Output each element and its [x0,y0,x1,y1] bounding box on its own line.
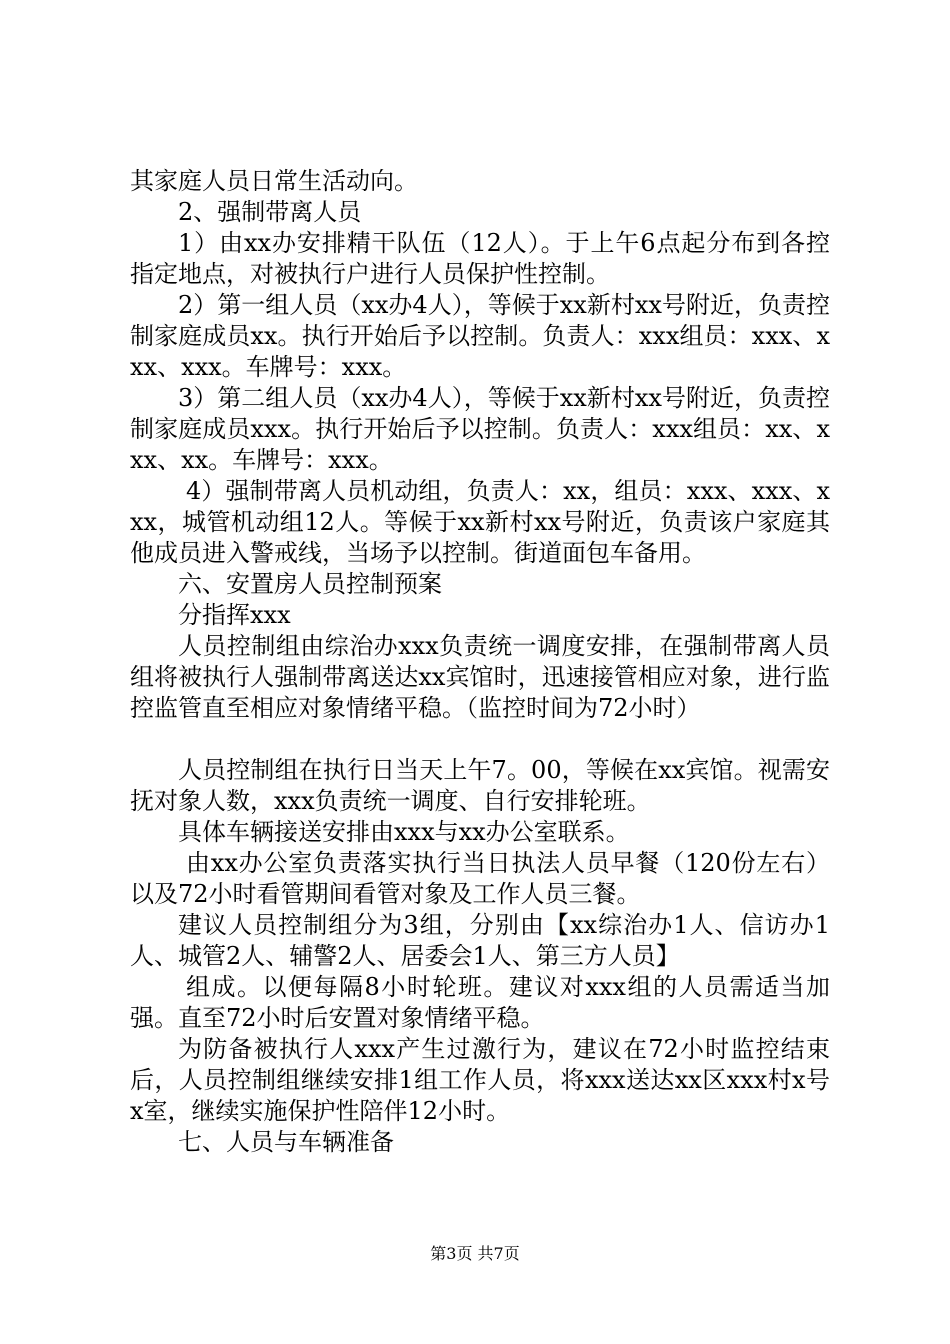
blank-line [130,724,830,755]
paragraph-item-3: 3）第二组人员（xx办4人），等候于xx新村xx号附近，负责控制家庭成员xxx。执行开始后予以控制。负责人：xxx组员：xx、xxx、xx。车牌号：xxx。 [130,384,830,474]
paragraph-meals: 由xx办公室负责落实执行当日执法人员早餐（120份左右）以及72小时看管期间看管对象及工作人员三餐。 [130,849,830,908]
paragraph-control-group: 人员控制组由综治办xxx负责统一调度安排，在强制带离人员组将被执行人强制带离送达xx宾馆时，迅速接管相应对象，进行监控监管直至相应对象情绪平稳。（监控时间为72小时） [130,632,830,722]
paragraph-shift-rotation: 组成。以便每隔8小时轮班。建议对xxx组的人员需适当加强。直至72小时后安置对象情绪平稳。 [130,973,830,1032]
paragraph-vehicle-arrangement: 具体车辆接送安排由xxx与xx办公室联系。 [178,818,630,846]
page-footer: 第3页 共7页 [430,1244,520,1263]
heading-forced-removal: 2、强制带离人员 [178,198,362,226]
paragraph-escort: 为防备被执行人xxx产生过激行为，建议在72小时监控结束后，人员控制组继续安排1组工作人员，将xxx送达xx区xxx村x号x室，继续实施保护性陪伴12小时。 [130,1035,830,1125]
heading-section-6: 六、安置房人员控制预案 [178,570,442,598]
paragraph-waiting-time: 人员控制组在执行日当天上午7。00，等候在xx宾馆。视需安抚对象人数，xxx负责统一调度、自行安排轮班。 [130,756,830,815]
paragraph-group-split: 建议人员控制组分为3组，分别由【xx综治办1人、信访办1人、城管2人、辅警2人、居委会1人、第三方人员】 [130,911,830,970]
paragraph-item-1: 1）由xx办安排精干队伍（12人）。于上午6点起分布到各控指定地点，对被执行户进行人员保护性控制。 [130,229,830,288]
paragraph-item-2: 2）第一组人员（xx办4人），等候于xx新村xx号附近，负责控制家庭成员xx。执行开始后予以控制。负责人：xxx组员：xxx、xxx、xxx。车牌号：xxx。 [130,291,830,381]
document-body [130,166,830,1158]
heading-section-7: 七、人员与车辆准备 [178,1128,394,1156]
paragraph-sub-commander: 分指挥xxx [178,601,291,629]
paragraph-item-4: 4）强制带离人员机动组，负责人：xx，组员：xxx、xxx、xxx，城管机动组12人。等候于xx新村xx号附近，负责该户家庭其他成员进入警戒线，当场予以控制。街道面包车备用。 [130,477,830,567]
paragraph-continuation: 其家庭人员日常生活动向。 [130,167,418,195]
